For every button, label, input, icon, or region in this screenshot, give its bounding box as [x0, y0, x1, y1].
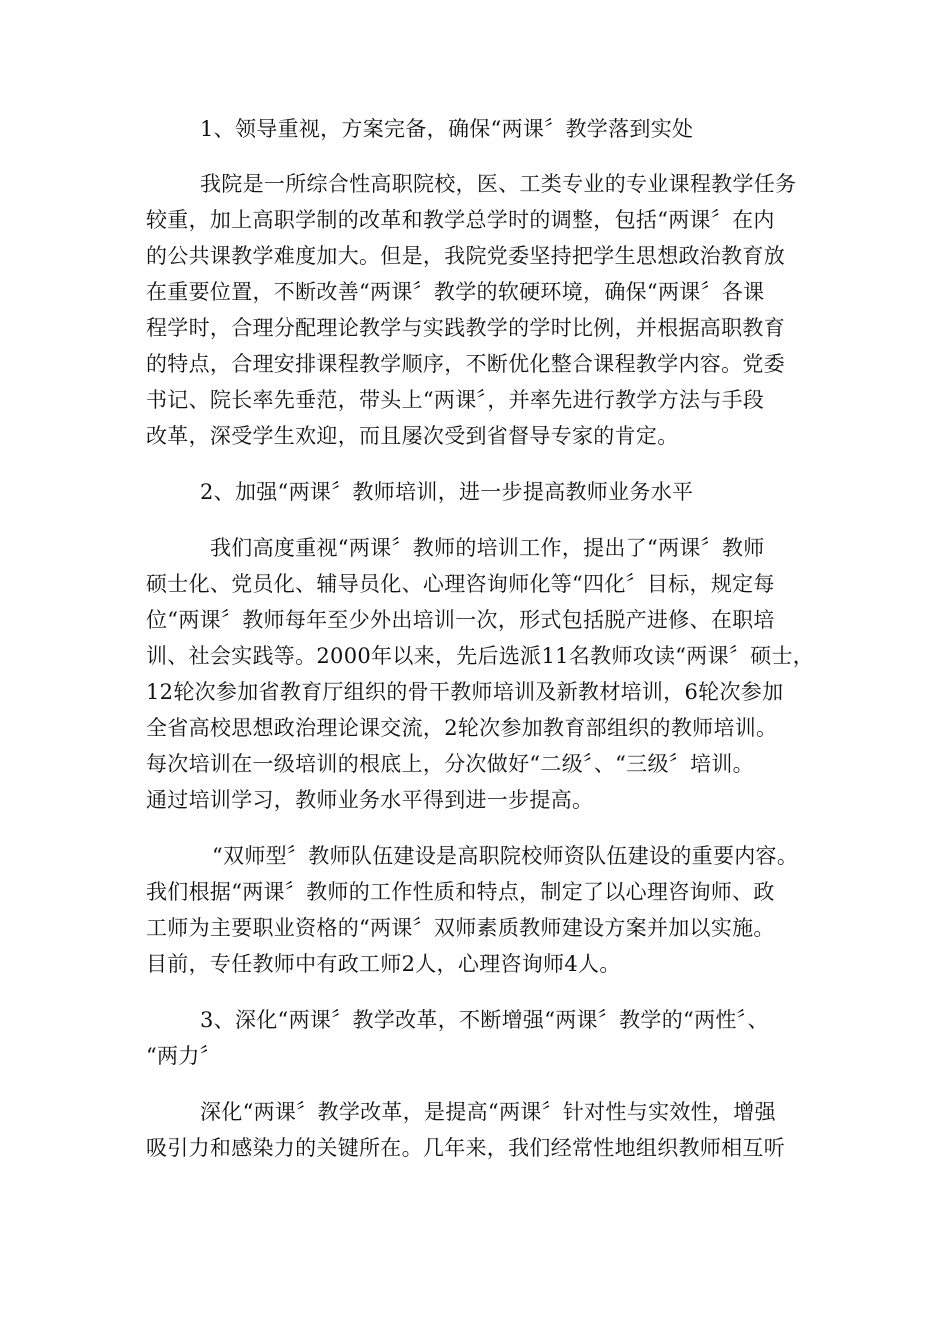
heading-3: 3、深化“两课〞教学改革，不断增强“两课〞教学的“两性〞、: [200, 1008, 769, 1032]
text-line: 我们根据“两课〞教师的工作性质和特点，制定了以心理咨询师、政: [146, 880, 775, 904]
text-line: 改革，深受学生欢迎，而且屡次受到省督导专家的肯定。: [146, 424, 679, 448]
text-line: 目前，专任教师中有政工师2人，心理咨询师4人。: [146, 952, 621, 976]
text-line: 每次培训在一级培训的根底上，分次做好“二级〞、“三级〞培训。: [146, 752, 754, 776]
text-line: 位“两课〞教师每年至少外出培训一次，形式包括脱产进修、在职培: [146, 608, 775, 632]
heading-3-continued: “两力〞: [146, 1044, 221, 1068]
text-line: 的公共课教学难度加大。但是，我院党委坚持把学生思想政治教育放: [146, 244, 785, 268]
text-line: 硕士化、党员化、辅导员化、心理咨询师化等“四化〞目标，规定每: [146, 572, 775, 596]
text-line: 训、社会实践等。2000年以来，先后选派11名教师攻读“两课〞硕士，: [146, 644, 815, 668]
text-line: “双师型〞教师队伍建设是高职院校师资队伍建设的重要内容。: [212, 844, 799, 868]
heading-1: 1、领导重视，方案完备，确保“两课〞教学落到实处: [200, 117, 694, 141]
text-line: 在重要位置，不断改善“两课〞教学的软硬环境，确保“两课〞各课: [146, 280, 765, 304]
text-line: 工师为主要职业资格的“两课〞双师素质教师建设方案并加以实施。: [146, 916, 775, 940]
heading-2: 2、加强“两课〞教师培训，进一步提高教师业务水平: [200, 480, 694, 504]
text-line: 全省高校思想政治理论课交流，2轮次参加教育部组织的教师培训。: [146, 716, 778, 740]
text-line: 程学时，合理分配理论教学与实践教学的学时比例，并根据高职教育: [146, 316, 785, 340]
text-line: 通过培训学习，教师业务水平得到进一步提高。: [146, 788, 594, 812]
text-line: 12轮次参加省教育厅组织的骨干教师培训及新教材培训，6轮次参加: [146, 680, 784, 704]
text-line: 我院是一所综合性高职院校，医、工类专业的专业课程教学任务: [200, 172, 797, 196]
text-line: 我们高度重视“两课〞教师的培训工作，提出了“两课〞教师: [210, 536, 765, 560]
text-line: 的特点，合理安排课程教学顺序，不断优化整合课程教学内容。党委: [146, 352, 785, 376]
text-line: 较重，加上高职学制的改革和教学总学时的调整，包括“两课〞在内: [146, 208, 775, 232]
text-line: 吸引力和感染力的关键所在。几年来，我们经常性地组织教师相互听: [146, 1136, 785, 1160]
text-line: 深化“两课〞教学改革，是提高“两课〞针对性与实效性，增强: [200, 1100, 776, 1124]
text-line: 书记、院长率先垂范，带头上“两课〞，并率先进行教学方法与手段: [146, 388, 765, 412]
